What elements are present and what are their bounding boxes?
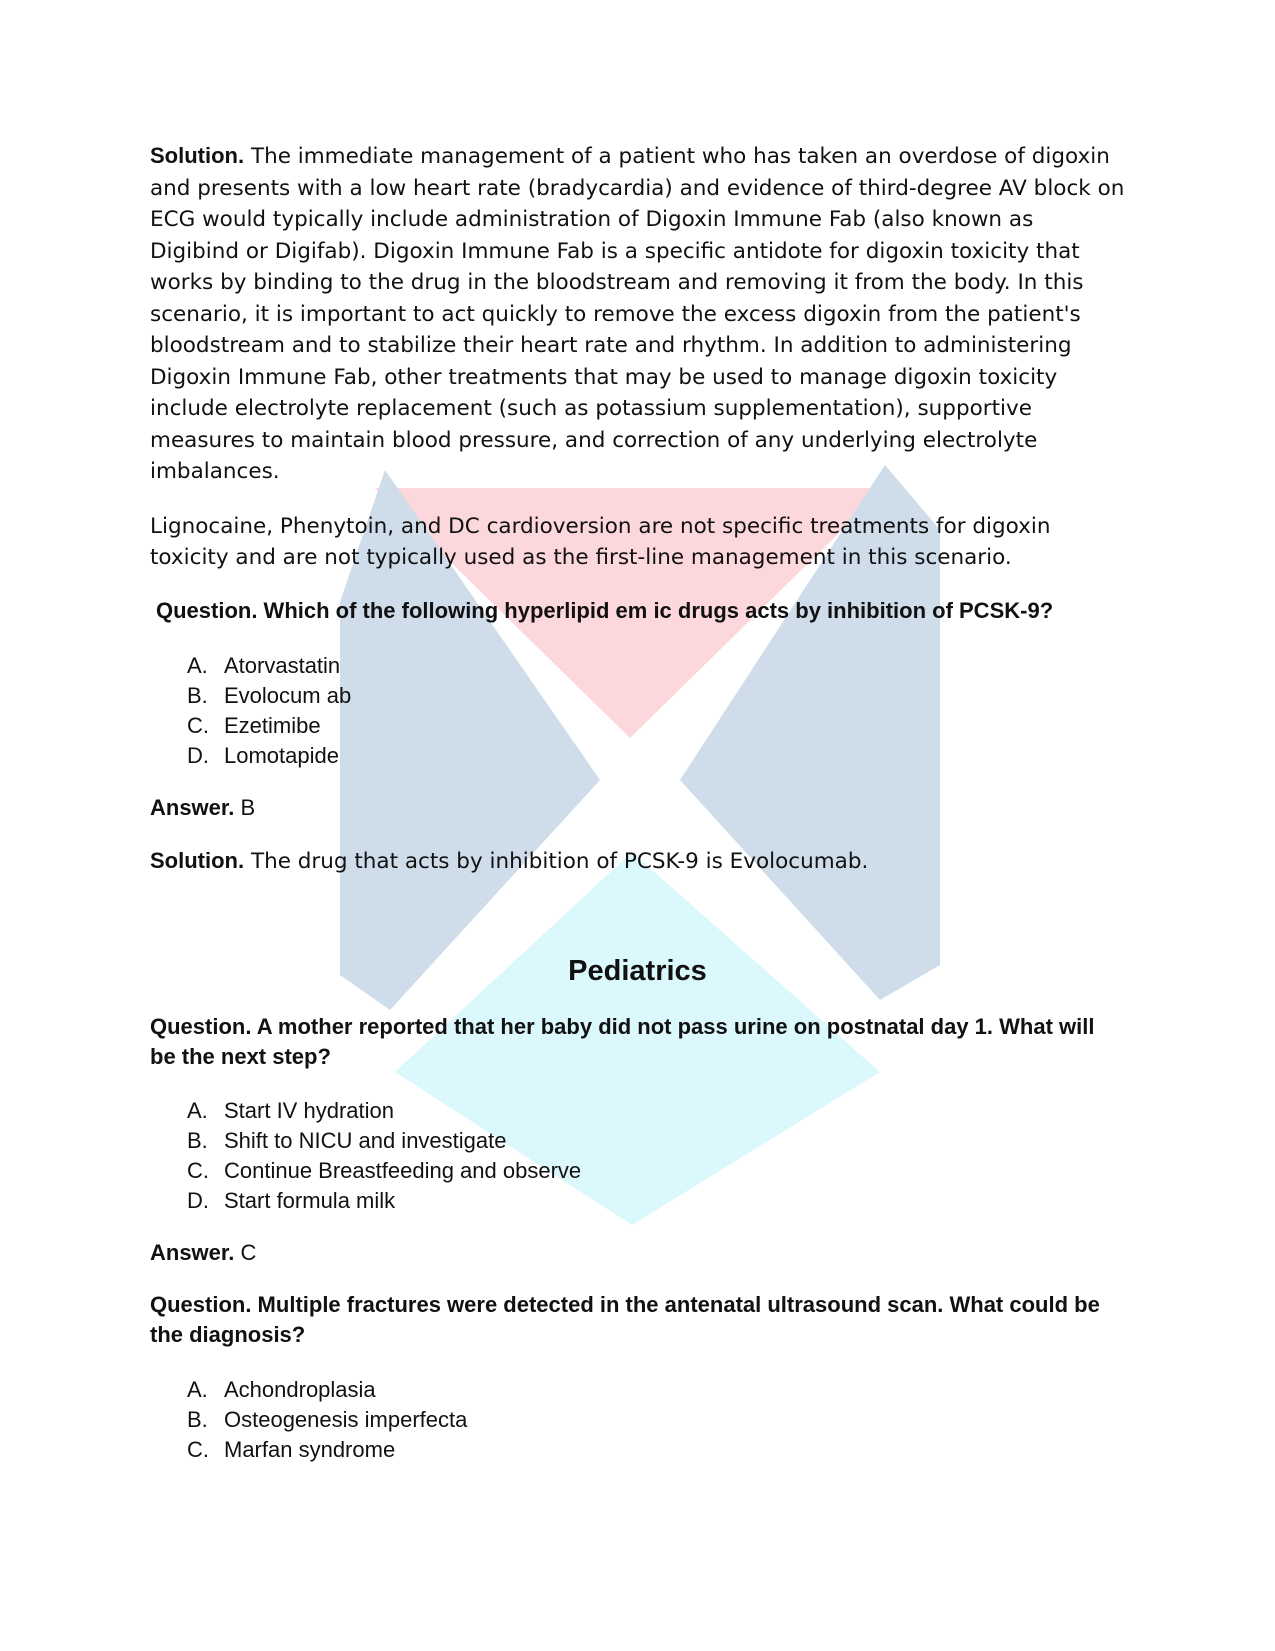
option-item [187, 1156, 1125, 1186]
solution-digoxin-extra: Lignocaine, Phenytoin, and DC cardioversion are not specific treatments for digoxin toxicity and are not typically used as the first-line management in this scenario. [150, 513, 1051, 570]
option-text: Shift to NICU and investigate [224, 1128, 507, 1153]
solution-text: The drug that acts by inhibition of PCSK-9 is Evolocumab. [250, 848, 869, 874]
option-text: Lomotapide [224, 742, 339, 768]
option-letter: A. [187, 1098, 208, 1123]
solution-label: Solution. [150, 847, 245, 873]
option-letter: C. [187, 1437, 209, 1462]
option-text: Osteogenesis imperfecta [224, 1407, 468, 1432]
option-letter: A. [187, 652, 208, 678]
answer-label: Answer. [150, 794, 235, 820]
option-text: Atorvastatin [224, 652, 341, 678]
option-text: Ezetimibe [224, 712, 321, 738]
option-text: Evolocum ab [224, 682, 352, 708]
options-fractures [150, 1375, 1125, 1465]
options-pcsk9 [150, 651, 1125, 771]
option-letter: B. [187, 1407, 208, 1432]
option-letter: C. [187, 712, 209, 738]
option-letter: B. [187, 682, 208, 708]
solution-pcsk9 [150, 845, 1125, 878]
option-item [187, 741, 1125, 771]
question-pcsk9: Question. Which of the following hyperlipid em ic drugs acts by inhibition of PCSK-9? [156, 597, 1054, 623]
solution-label: Solution. [150, 143, 245, 168]
option-text: Start IV hydration [224, 1098, 394, 1123]
options-urine [150, 1096, 1125, 1216]
option-text: Marfan syndrome [224, 1437, 396, 1462]
option-item [187, 651, 1125, 681]
document-page [150, 140, 1125, 1465]
option-item [187, 1186, 1125, 1216]
option-letter: A. [187, 1377, 208, 1402]
option-item [187, 681, 1125, 711]
option-letter: D. [187, 742, 209, 768]
section-heading-pediatrics: Pediatrics [568, 955, 707, 987]
solution-text: The immediate management of a patient who has taken an overdose of digoxin and presents with a low heart rate (bradycardia) and evidence of third-degree AV block on ECG would typically include administration of Digoxin Immune Fab (also known as Digibind or Digifab). Digoxin Immune Fab is a specific antidote for digoxin toxicity that works by binding to the drug in the bloodstream and removing it from the body. In this scenario, it is important to act quickly to remove the excess digoxin from the patient's bloodstream and to stabilize their heart rate and rhythm. In addition to administering Digoxin Immune Fab, other treatments that may be used to manage digoxin toxicity include electrolyte replacement (such as potassium supplementation), supportive measures to maintain blood pressure, and correction of any underlying electrolyte imbalances. [150, 144, 1125, 484]
option-item [187, 1375, 1125, 1405]
option-item [187, 1126, 1125, 1156]
answer-value: C [240, 1240, 257, 1265]
answer-urine [150, 1238, 1125, 1268]
option-letter: D. [187, 1188, 209, 1213]
option-text: Start formula milk [224, 1188, 396, 1213]
option-item [187, 1405, 1125, 1435]
answer-label: Answer. [150, 1240, 235, 1265]
question-urine: Question. A mother reported that her baby did not pass urine on postnatal day 1. What will be the next step? [150, 1014, 1095, 1069]
option-item [187, 711, 1125, 741]
answer-value: B [240, 794, 256, 820]
option-item [187, 1435, 1125, 1465]
answer-pcsk9 [150, 793, 1125, 823]
option-letter: C. [187, 1158, 209, 1183]
question-fractures: Question. Multiple fractures were detected in the antenatal ultrasound scan. What could be the diagnosis? [150, 1292, 1100, 1347]
option-text: Achondroplasia [224, 1377, 376, 1402]
option-letter: B. [187, 1128, 208, 1153]
option-item [187, 1096, 1125, 1126]
option-text: Continue Breastfeeding and observe [224, 1158, 582, 1183]
solution-digoxin [150, 140, 1125, 488]
